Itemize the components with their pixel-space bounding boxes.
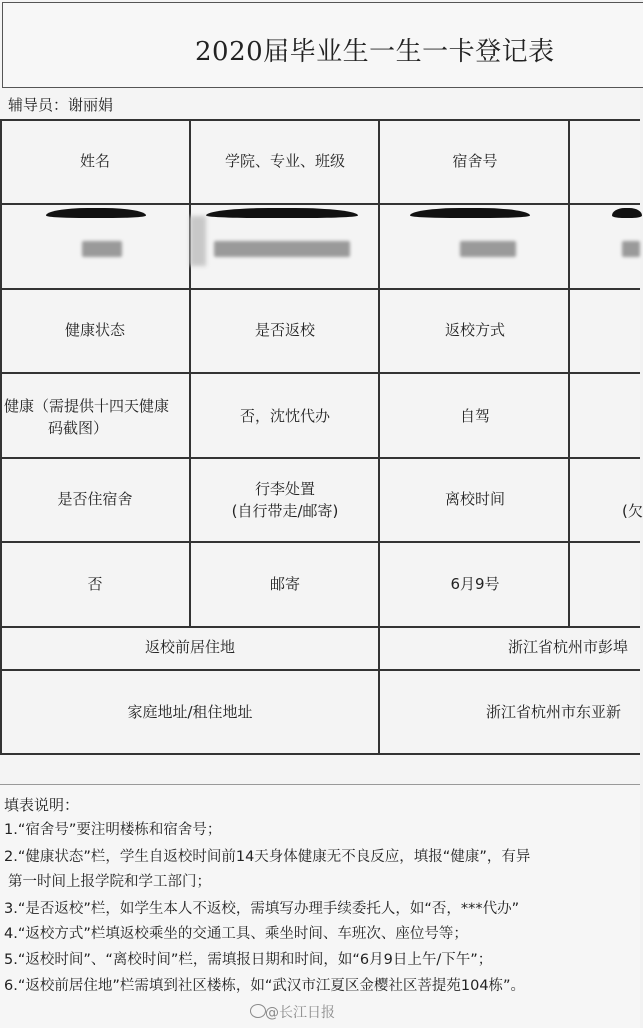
grid-line — [0, 626, 640, 628]
note-line: 1.“宿舍号”要注明楼栋和宿舍号； — [4, 822, 222, 838]
header-clipped: (欠 — [622, 502, 643, 520]
redaction-mark — [46, 208, 146, 218]
redacted-value — [622, 241, 640, 257]
grid-line — [0, 288, 640, 290]
notes-title: 填表说明： — [4, 796, 80, 814]
value-return: 否，沈忱代办 — [239, 407, 330, 425]
label-home: 家庭地址/租住地址 — [127, 703, 253, 721]
value-luggage: 邮寄 — [269, 575, 300, 593]
grid-line — [0, 753, 640, 755]
watermark: @长江日报 — [265, 1005, 335, 1021]
grid-line — [378, 119, 380, 755]
grid-line — [0, 203, 640, 205]
header-college: 学院、专业、班级 — [224, 152, 345, 170]
grid-line — [568, 119, 570, 628]
note-line: 3.“是否返校”栏，如学生本人不返校，需填写办理手续委托人，如“否，***代办” — [4, 901, 520, 917]
header-name: 姓名 — [79, 152, 110, 170]
title-box — [2, 2, 643, 88]
header-health: 健康状态 — [64, 321, 125, 339]
redaction-mark — [612, 208, 642, 218]
value-health-line2: 码截图） — [48, 419, 109, 437]
form-title: 2020届毕业生一生一卡登记表 — [195, 37, 555, 67]
header-leave-time: 离校时间 — [444, 490, 505, 508]
label-residence: 返校前居住地 — [144, 638, 235, 656]
header-return-method: 返校方式 — [444, 321, 505, 339]
note-line: 2.“健康状态”栏，学生自返校时间前14天身体健康无不良反应，填报“健康”，有异 — [4, 849, 531, 865]
value-health-line1: 健康（需提供十四天健康 — [4, 397, 170, 415]
value-dorm-stay: 否 — [87, 575, 103, 593]
note-line: 6.“返校前居住地”栏需填到社区楼栋，如“武汉市江夏区金樱社区菩提苑104栋”。 — [4, 978, 526, 994]
value-residence: 浙江省杭州市彭埠 — [508, 638, 629, 656]
value-home: 浙江省杭州市东亚新 — [486, 703, 622, 721]
grid-line — [0, 541, 640, 543]
redacted-value — [82, 241, 122, 257]
header-dorm-stay: 是否住宿舍 — [57, 490, 133, 508]
grid-line — [0, 119, 640, 121]
grid-line — [0, 372, 640, 374]
grid-line — [0, 119, 2, 755]
redaction-mark — [206, 208, 358, 218]
header-luggage: 行李处置 — [254, 480, 315, 498]
value-leave-time: 6月9号 — [450, 575, 500, 593]
header-dorm: 宿舍号 — [452, 152, 498, 170]
redaction-shadow — [190, 216, 206, 266]
note-line: 4.“返校方式”栏填返校乘坐的交通工具、乘坐时间、车班次、座位号等； — [4, 926, 468, 942]
note-line: 第一时间上报学院和学工部门； — [8, 874, 211, 890]
header-luggage-sub: (自行带走/邮寄) — [231, 502, 339, 520]
value-return-method: 自驾 — [459, 407, 490, 425]
note-line: 5.“返校时间”、“离校时间”栏，需填报日期和时间，如“6月9日上午/下午”； — [4, 952, 493, 968]
grid-line — [189, 119, 191, 628]
grid-line — [0, 457, 640, 459]
weibo-icon — [250, 1004, 266, 1018]
redacted-value — [214, 241, 350, 257]
redacted-value — [460, 241, 516, 257]
grid-line — [0, 669, 640, 671]
redaction-mark — [410, 208, 530, 218]
header-return: 是否返校 — [254, 321, 315, 339]
counselor-label: 辅导员：谢丽娟 — [8, 96, 114, 114]
